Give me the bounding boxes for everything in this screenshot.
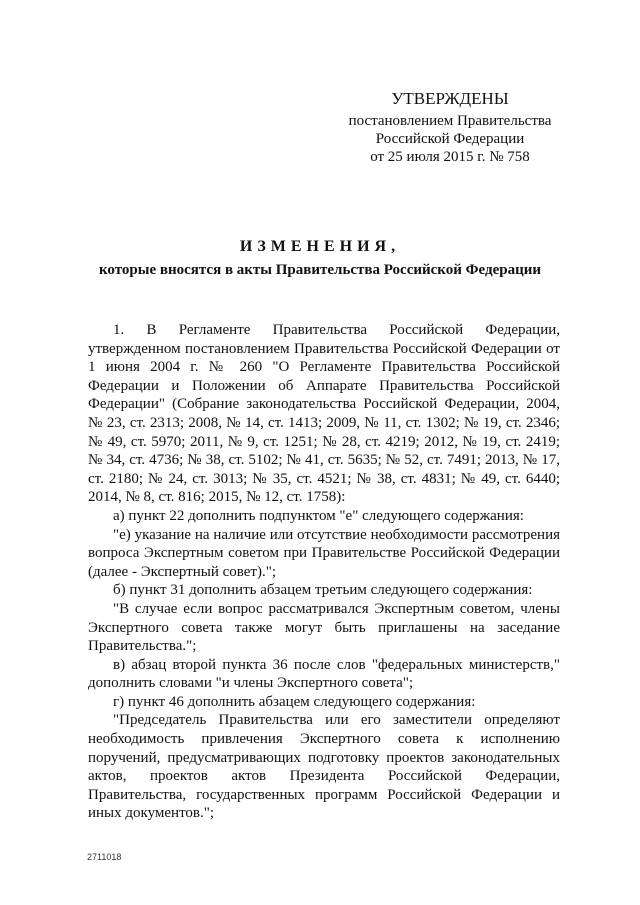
paragraph-g-quote: "Председатель Правительства или его заместители определяют необходимость привлечения Экспертного совета к исполнению поручений, предусматривающих подготовку проектов законодательных актов, проектов актов Президента Российской Федерации, Правительства, государственных программ Российской Федерации и иных документов.";	[88, 712, 560, 822]
approval-title: УТВЕРЖДЕНЫ	[391, 89, 509, 108]
document-body	[88, 321, 560, 823]
approval-block	[330, 88, 570, 166]
document-title: ИЗМЕНЕНИЯ,	[239, 238, 401, 255]
paragraph-g: г) пункт 46 дополнить абзацем следующего содержания:	[113, 693, 476, 710]
approval-line-decree: постановлением Правительства	[348, 113, 552, 129]
paragraph-b: б) пункт 31 дополнить абзацем третьим следующего содержания:	[113, 582, 533, 599]
paragraph-a: а) пункт 22 дополнить подпунктом "е" следующего содержания:	[113, 507, 524, 524]
document-code: 2711018	[87, 852, 122, 862]
document-subtitle: которые вносятся в акты Правительства Российской Федерации	[98, 262, 542, 278]
paragraph-1: 1. В Регламенте Правительства Российской Федерации, утвержденном постановлением Правительства Российской Федерации от 1 июня 2004 г. № 260 "О Регламенте Правительства Российской Федерации и Положении об Аппарате Правительства Российской Федерации" (Собрание законодательства Российской Федерации, 2004, № 23, ст. 2313; 2008, № 14, ст. 1413; 2009, № 11, ст. 1302; № 19, ст. 2346; № 49, ст. 5970; 2011, № 9, ст. 1251; № 28, ст. 4219; 2012, № 19, ст. 2419; № 34, ст. 4736; № 38, ст. 5102; № 41, ст. 5635; № 52, ст. 7491; 2013, № 17, ст. 2180; № 24, ст. 3013; № 35, ст. 4521; № 38, ст. 4831; № 49, ст. 6440; 2014, № 8, ст. 816; 2015, № 12, ст. 1758):	[88, 322, 560, 506]
paragraph-b-quote: "В случае если вопрос рассматривался Экспертным советом, члены Экспертного совета также могут быть приглашены на заседание Правительства.";	[88, 600, 560, 655]
paragraph-v: в) абзац второй пункта 36 после слов "федеральных министерств," дополнить словами "и члены Экспертного совета";	[88, 656, 560, 692]
approval-line-date: от 25 июля 2015 г. № 758	[370, 149, 530, 165]
paragraph-a-quote: "е) указание на наличие или отсутствие необходимости рассмотрения вопроса Экспертным советом при Правительстве Российской Федерации (далее - Экспертный совет).";	[88, 526, 560, 580]
approval-line-country: Российской Федерации	[375, 131, 525, 147]
